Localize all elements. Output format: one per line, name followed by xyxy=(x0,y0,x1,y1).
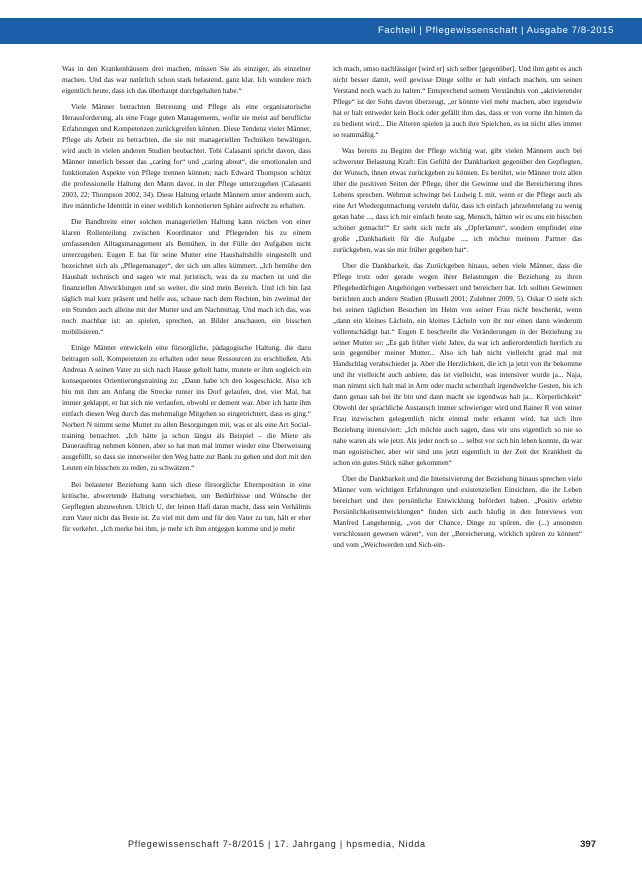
paragraph: Was in den Krankenhäusern drei machen, müssen Sie als einziger, als einzelner machen. Und das war natürlich schon stark belastend, ganz klar. Ich wundere mich eigentlich heute, dass ich das überhaupt durchgehalten habe.“ xyxy=(62,64,311,95)
column-left xyxy=(62,64,311,824)
paragraph: Was bereits zu Beginn der Pflege wichtig war, gibt vielen Männern auch bei schwerster Belastung Kraft: Ein Gefühl der Dankbarkeit gegenüber den Gepflegten, der Wunsch, ihnen etwas zurückgeben zu können. Es berührt, wie Männer trotz allen über die positiven Seiten der Pflege, über die Gewinne und die Bereicherung ihres Lebens sprechen. Wehmut schwingt bei Ludwig L mit, wenn er die Pflege auch als eine Art Wiedergutmachung versteht dafür, dass ich einfach jahrzehntelang zu wenig getan habe ..., dass ich mir einfach heute sag, Mensch, hätten wir es uns ein bisschen schöner gemacht!“ Er sieht sich nicht als „Opferlamm“, sondern empfindet eine große „Dankbarkeit für die Aufgabe ..., ich möchte meinem Partner das zurückgeben, was sie mir früher gegeben hat“. xyxy=(333,146,582,254)
paragraph: Über die Dankbarkeit, das Zurückgeben hinaus, sehen viele Männer, dass die Pflege trotz oder gerade wegen ihrer Belastungen die Beziehung zu ihren Pflegebedürftigen Angehörigen verbessert und bereichert hat. Ich sollten Gewinnen berichten auch andere Studien (Russell 2001; Zulehner 2009, 5). Oskar O sieht sich bei seinen täglichen Besuchen im Heim von seiner Frau nicht beschenkt, wenn „dann ein kleines Lächeln, ein kleines Lächeln von ihr nur einen dann wiederum vollentschädigt hat.“ Eugen E beschreibt die Veränderungen in der Beziehung zu seiner Mutter so: „Es gab früher viele Jahre, da war ich außerordentlich herrlich zu sein gegenüber meiner Mutter... Also ich hab nicht vielleicht grad mal mit Handschlag verabschiedet ja. Aber die Herzlichkeit, die ich ja jetzt von ihr bekomme und ihr vielleicht auch anbiete, das ist vielleicht, was intensiver wurde ja... Naja, man nimmt sich halt mal in Arm oder macht scherzhaft irgendwelche Gesten, bis ich dann genau sah bei ihr bin und dann macht sie irgendwas halt ja... Körperlichkeit“ Obwohl der sprachliche Austausch immer schwieriger wird und Rainer R von seiner Frau inzwischen gelegentlich nicht einmal mehr erkannt wird, hat sich ihre Beziehung intensiviert: „Ich möchte auch sagen, dass wir uns eigentlich so nie so nahe waren als wie jetzt. Als jeder noch so ... selbst vor sich hin leben konnte, da war man egoistischer, aber wir sind uns jetzt eigentlich in der Zeit der Krankheit da schon ein gutes Stück näher gekommen“ xyxy=(333,260,582,467)
article-body xyxy=(62,64,582,824)
column-right xyxy=(333,64,582,824)
header-title: Fachteil | Pflegewissenschaft | Ausgabe 7/8-2015 xyxy=(378,25,614,36)
paragraph: Bei belasteter Beziehung kann sich diese fürsorgliche Elternposition in eine kritische, abwertende Haltung verschieben, um Bedürfnisse und Wünsche der Gepflegten abzuwehren. Ulrich U, der leinen Hafi daran macht, dass sein Verhältnis zum Vater nicht das Beste ist. Zu viel mit dem und für den Vater zu tun, hält er eher für verkehrt. „Ich merke bei ihm, je mehr ich ihm entgegen komme und je mehr xyxy=(62,479,311,533)
footer-citation: Pflegewissenschaft 7-8/2015 | 17. Jahrgang | hpsmedia, Nidda xyxy=(128,839,426,849)
paragraph: ich mach, umso nachlässiger [wird er] sich selber [gegenüber]. Und ihm geht es auch nicht besser damit, weil gewisse Dinge sollte er halt einfach machen, um seinen Verstand noch wach zu halten.“ Entsprechend seinem Verständnis von „aktivierender Pflege“ ist der Sohn davon überzeugt, „er könnte viel mehr machen, aber irgendwie hat er halt entweder kein Bock oder gefällt ihm das, dass er von vorne ihn hinten da zu bedient wird... Die Alteren spielen ja auch ihre Spielchen, es ist nicht alles immer so teammäßig.“ xyxy=(333,64,582,139)
header-banner xyxy=(0,18,642,44)
paragraph: Über die Dankbarkeit und die Intensivierung der Beziehung hinaus sprechen viele Männer vom wichtigen Erfahrungen und existenziellen Einsichten, die ihr Leben bereichert und ihre persönliche Entwicklung befördert haben. „Positiv erlebte Persönlichkeitsentwicklungen“ finden sich auch häufig in den Interviews von Manfred Langehennig, „von der Chance, Dinge zu spüren, die (...) ansonsten verschlossen gewesen wären“, von der „Bereicherung, wirklich spüren zu können“ und vom „Weichwerden und Sich-ein- xyxy=(333,474,582,549)
paragraph: Die Bandbreite einer solchen manageriellen Haltung kann reichen von einer klaren Rollenteilung zwischen Koordinator und Pflegenden bis zu einem umfassenden Alltagsmanagement als Bemühen, in der Fülle der Aufgaben nicht unterzugehen. Eugen E hat für seine Mutter eine Haushaltshilfe eingestellt und bezeichnet sich als „Pflegemanager“, der sich um alles kümmert. „Ich bemühe den Haushalt technisch und sagen wir mal juristisch, was da zu machen ist und die finanziellen Abwicklungen und so weiter, die sind mein Bereich. Und ich bin fast täglich mal kurz präsent und helfe aus, schaue nach dem Rechten, bin zweimal der ein Stunden auch alleine mit der Mutter und am Nachmittag. Und mach ich das, was noch machbar ist: an spielen, sprechen, an Bilder anschauen, ein bisschen mobilisieren.“ xyxy=(62,217,311,336)
paragraph: Viele Männer betrachten Betreuung und Pflege als eine organisatorische Herausforderung, als eine Frage guten Managements, wofür sie meist auf berufliche Erfahrungen und Kompetenzen zurückgreifen können. Diese Tendenz vieler Männer, Pflege als Arbeit zu betrachten, die sie mit manageriellen Techniken bewältigen, wird auch in vielen anderen Studien beobachtet. Tobi Calasanti spricht davon, dass Männer innerlich besser das „caring for“ und „caring about“, die emotionalen und funktionalen Aspekte von Pflege trennen können; nach Edward Thompson schützt die professionelle Haltung den Mann davor, in der Pflege unterzugehen (Calasanti 2003, 22; Thompson 2002, 34). Diese Haltung erlaubt Männern unter anderem auch, ihre männliche Identität in einer weiblich konnotierten Sphäre aufrecht zu erhalten. xyxy=(62,102,311,210)
paragraph: Einige Männer entwickeln eine fürsorgliche, pädagogische Haltung, die dazu beitragen soll, Kompetenzen zu erhalten oder neue Ressourcen zu erschließen. Als Andreas A seinen Vater zu sich nach Hause geholt hatte, mutete er ihm sogleich ein konsequentes Orientierungstraining zu: „Dann habe ich den losgeschickt. Also ich bin mit ihm am Anfang die Strecke runter ins Dorf gelaufen, drei, vier Mal, hat immer geklappt, er hat sich nie verlaufen, obwohl er dement war. Aber ich hatte ihm einfach diesen Weg durch das mehrmalige Mitgehen so eingetrichtert, dass es ging.“ Norbert N nimmt seine Mutter zu allen Besorgungen mit, was er als eine Art Social-training betrachtet. „Ich hätte ja schon längst als Beispiel – die Miete als Dauerauftrag nehmen können, aber so hat man mal immer wieder eine Überweisung ausgefüllt, so dass sie innerweiler den Weg hatte zur Bank zu gehen und dort mit den Leuten ein bisschen zu reden, zu schwätzen.“ xyxy=(62,343,311,473)
page-footer xyxy=(0,839,642,853)
page-number: 397 xyxy=(580,839,596,850)
